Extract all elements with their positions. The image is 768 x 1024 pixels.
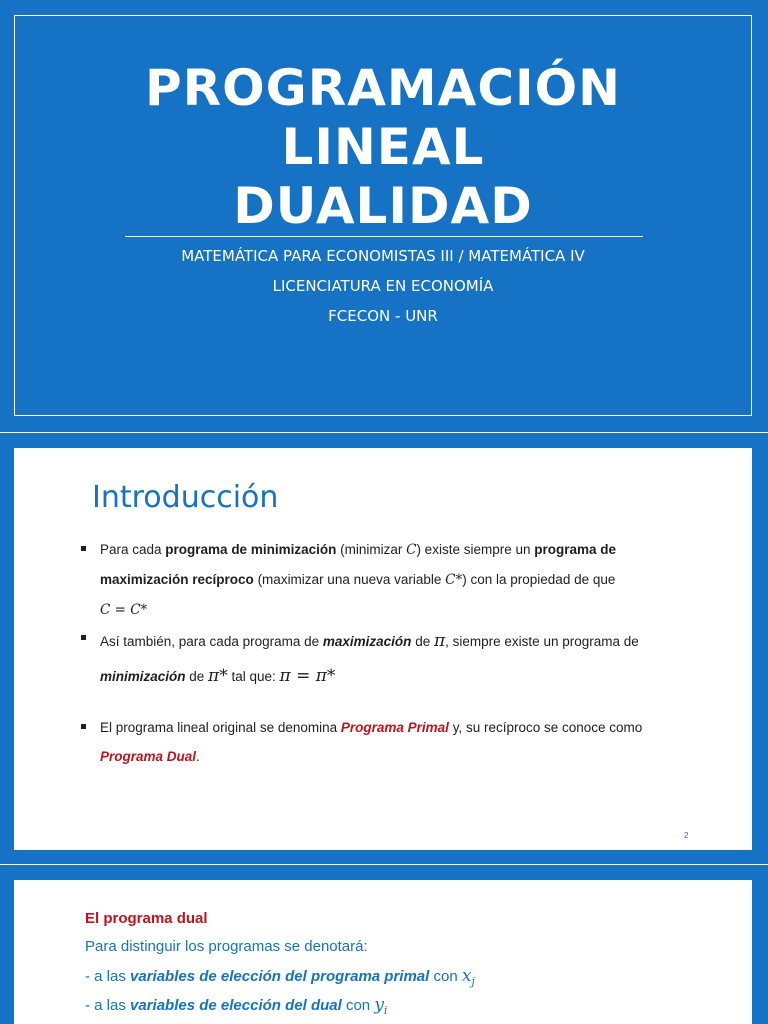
- text: - a las: [85, 968, 131, 985]
- math-subscript: j: [471, 975, 475, 988]
- math-symbol: C*: [445, 572, 463, 588]
- text: de: [411, 634, 434, 649]
- text: .: [196, 749, 200, 764]
- title-line-2: LINEAL: [281, 118, 485, 176]
- list-item-dual-variables: [85, 995, 387, 1021]
- text: con: [341, 997, 375, 1014]
- slide-heading: Introducción: [92, 480, 279, 515]
- math-equation: C = C*: [100, 602, 148, 618]
- slide-heading: El programa dual: [85, 910, 208, 927]
- math-symbol: π: [433, 631, 446, 651]
- bullet-item-maximization: [100, 624, 700, 694]
- subtitle-institution: FCECON - UNR: [328, 307, 438, 325]
- emphasis: programa de minimización: [165, 542, 337, 557]
- text: Así también, para cada programa de: [100, 634, 323, 649]
- math-symbol: x: [461, 966, 472, 986]
- bullet-icon: [81, 724, 86, 729]
- intro-slide: [14, 448, 752, 850]
- text: (minimizar: [336, 542, 407, 557]
- text: , siempre existe un programa de: [445, 634, 639, 649]
- text: y, su recíproco se conoce como: [448, 720, 643, 735]
- text: de: [185, 669, 209, 684]
- text: ) con la propiedad de que: [462, 572, 616, 587]
- emphasis: Programa Dual: [100, 749, 197, 764]
- subtitle-course: MATEMÁTICA PARA ECONOMISTAS III / MATEMÁTICA IV: [181, 247, 585, 265]
- text: ) existe siempre un: [416, 542, 535, 557]
- intro-line: Para distinguir los programas se denotará:: [85, 938, 368, 955]
- page-number: 2: [684, 831, 689, 840]
- text: tal que:: [227, 669, 280, 684]
- text: con: [429, 968, 462, 985]
- bullet-icon: [81, 635, 86, 640]
- math-symbol: y: [374, 995, 384, 1015]
- emphasis: variables de elección del programa primal: [130, 968, 430, 985]
- bullet-item-minimization: [100, 535, 700, 625]
- emphasis: maximización: [322, 634, 412, 649]
- text: Para cada: [100, 542, 166, 557]
- bullet-item-primal-dual: [100, 713, 700, 771]
- title-line-3: DUALIDAD: [233, 177, 533, 235]
- title-line-1: PROGRAMACIÓN: [145, 59, 621, 117]
- math-equation: π = π*: [279, 666, 336, 686]
- slide-separator: [0, 432, 768, 433]
- slide-separator: [0, 864, 768, 865]
- bullet-icon: [81, 546, 86, 551]
- emphasis: minimización: [100, 669, 186, 684]
- dual-program-slide: [14, 880, 752, 1024]
- math-symbol: π*: [208, 666, 228, 686]
- title-slide: [14, 15, 752, 416]
- list-item-primal-variables: [85, 966, 475, 992]
- emphasis: variables de elección del dual: [130, 997, 342, 1014]
- text: - a las: [85, 997, 131, 1014]
- emphasis: programa de maximización recíproco: [100, 542, 617, 587]
- title-divider: [125, 236, 643, 237]
- text: El programa lineal original se denomina: [100, 720, 341, 735]
- text: (maximizar una nueva variable: [253, 572, 446, 587]
- math-subscript: i: [383, 1004, 388, 1017]
- subtitle-degree: LICENCIATURA EN ECONOMÍA: [272, 277, 494, 295]
- emphasis: Programa Primal: [340, 720, 449, 735]
- math-symbol: C: [406, 542, 417, 558]
